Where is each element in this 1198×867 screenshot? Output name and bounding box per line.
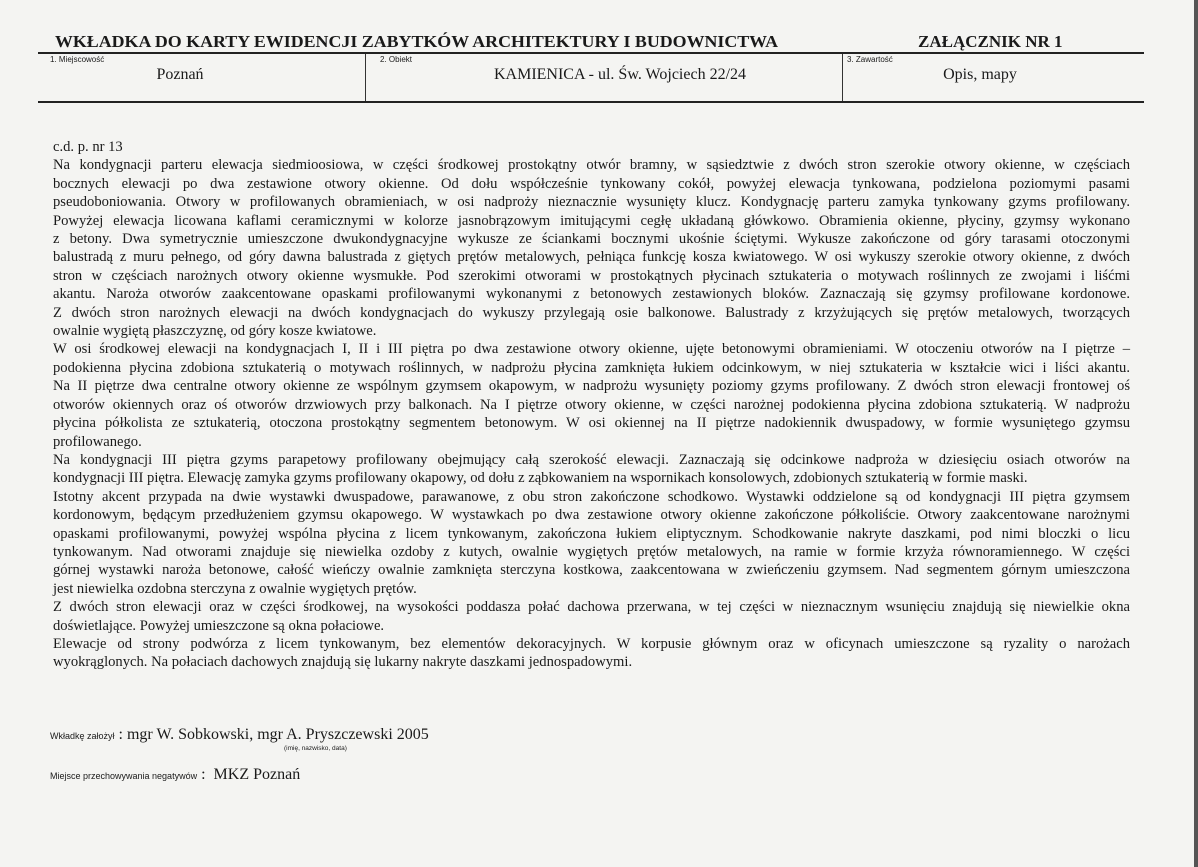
paragraph-line: kordonowym, będącym przedłużeniem gzymsu okapowego. W wystawkach po dwa zestawione otwory okienne zakończone półkoliście. Otwory zaakcentowane narożnymi xyxy=(53,507,1130,524)
field-divider xyxy=(842,54,843,102)
scan-edge xyxy=(1194,0,1198,867)
document-title: WKŁADKA DO KARTY EWIDENCJI ZABYTKÓW ARCHITEKTURY I BUDOWNICTWA xyxy=(55,32,778,51)
paragraph-line: doświetlające. Powyżej umieszczone są okna połaciowe. xyxy=(53,617,385,634)
paragraph-line: profilowanego. xyxy=(53,433,142,450)
paragraph-line: Powyżej elewacja licowana kaflami ceramicznymi w kolorze jasnobrązowym imitującymi cegłę układaną główkowo. Obramienia okienne, płyciny, gzymsy wykonano xyxy=(53,212,1130,229)
field-value-object: KAMIENICA - ul. Św. Wojciech 22/24 xyxy=(493,66,747,83)
header-divider-top xyxy=(38,52,1144,54)
continuation-note: c.d. p. nr 13 xyxy=(53,139,123,155)
paragraph-line: stron w częściach narożnych otwory okienne wysmukłe. Pod szerokimi otworami w prostokątnych płycinach sztukateria o motywach roślinnych ze zwojami i liśćmi xyxy=(53,267,1130,284)
field-divider xyxy=(365,54,366,102)
paragraph-line: bocznych elewacji po dwa zestawione otwory okienne. Od dołu współcześnie tynkowany cokół, powyżej elewacja tynkowana, podzielona poziomymi pasami xyxy=(53,175,1130,192)
paragraph-line: akantu. Naroża otworów zaakcentowane opaskami profilowanymi wykonanymi z betonowych zestawionych bloków. Zaznaczają się gzymsy profilowane kordonowe. xyxy=(53,286,1130,303)
paragraph-line: owalnie wygiętą płaszczyznę, od góry kosze kwiatowe. xyxy=(53,323,377,340)
paragraph-line: Na kondygnacji parteru elewacja siedmioosiowa, w części środkowej prostokątny otwór bramny, w sąsiedztwie z dwóch stron szerokie otwory okienne, w częściach xyxy=(53,157,1130,174)
author-label: Wkładkę założył xyxy=(50,731,115,741)
field-label-object: 2. Obiekt xyxy=(380,55,413,64)
annex-number: ZAŁĄCZNIK NR 1 xyxy=(918,32,1063,51)
paragraph-line: otworów okiennych oraz oś otworów drzwiowych przy balkonach. Na I piętrze otwory okienne, w części narożnej podokienna płycina zdobiona sztukaterią. W nadprożu xyxy=(53,396,1130,413)
paragraph-line: kondygnacji III piętra. Elewację zamyka gzyms profilowany okapowy, od dołu z ząbkowaniem na wspornikach konsolowych, zdobionych sztukaterią w formie maski. xyxy=(53,470,1028,487)
paragraph-line: Elewacje od strony podwórza z licem tynkowanym, bez elementów dekoracyjnych. W korpusie głównym oraz w oficynach umieszczone są ryzality o narożach xyxy=(53,635,1130,652)
paragraph-line: opaskami profilowanymi, powyżej wspólna płycina z licem tynkowanym, zakończona łukiem eliptycznym. Schodkowanie nakryte daszkami, pod nimi bloczki o licu xyxy=(53,525,1130,542)
paragraph-line: balustradą z muru pełnego, od góry dawna balustrada z giętych prętów metalowych, pełniąca funkcję kosza kwiatowego. W osi wykuszy szerokie otwory okienne, z dwóch xyxy=(53,249,1130,266)
paragraph-line: górnej wystawki naroża betonowe, całość wieńczy owalnie zamknięta sterczyna kostkowa, zaakcentowana w zwieńczeniu gzymsem. Nad segmentem górnym umieszczona xyxy=(53,562,1130,579)
paragraph-line: Na kondygnacji III piętra gzyms parapetowy profilowany obejmujący całą szerokość elewacji. Zaznaczają się odcinkowe nadproża w dziesięciu osiach otworów na xyxy=(53,451,1130,468)
paragraph-line: Z dwóch stron elewacji oraz w części środkowej, na wysokości poddasza połać dachowa przerwana, w tej części w nieznacznym wsunięciu znajdują się niewielkie okna xyxy=(53,599,1130,616)
paragraph-line: płycina półkolista ze sztukaterią, otoczona prostokątny segmentem betonowym. W osi okiennej na II piętrze nadokiennik dwuspadowy, w formie wysuniętego gzymsu xyxy=(53,415,1130,432)
field-label-locality: 1. Miejscowość xyxy=(50,55,105,64)
storage-value: MKZ Poznań xyxy=(213,766,301,783)
paragraph-line: Na II piętrze dwa centralne otwory okienne ze wspólnym gzymsem okapowym, w nadprożu wysunięty poziomy gzyms profilowany. Z dwóch stron elewacji frontowej oś xyxy=(53,378,1130,395)
storage-label: Miejsce przechowywania negatywów xyxy=(50,771,198,781)
paragraph-line: W osi środkowej elewacji na kondygnacjach I, II i III piętra po dwa zestawione otwory okienne, ujęte betonowymi obramieniami. W otoczeniu otworów na I piętrze – xyxy=(53,341,1130,358)
storage-line: Miejsce przechowywania negatywów : MKZ Poznań xyxy=(50,766,301,783)
field-value-locality: Poznań xyxy=(156,66,204,83)
author-value: mgr W. Sobkowski, mgr A. Pryszczewski 2005 xyxy=(126,726,429,743)
paragraph-line: tynkowanym. Nad otworami znajduje się niewielka ozdoby z kutych, owalnie wygiętych prętów metalowych, na ramie w formie krzyża równoramiennego. W części xyxy=(53,543,1130,560)
description-body xyxy=(53,138,1130,672)
paragraph-line: jest niewielka ozdobna sterczyna z owalnie wygiętych prętów. xyxy=(53,580,417,597)
paragraph-line: Z dwóch stron narożnych elewacji na dwóch kondygnacjach do wykuszy przylegają osie balkonowe. Balustrady z krzyżujących się prętów metalowych, tworzących xyxy=(53,304,1130,321)
author-line: Wkładkę założył : mgr W. Sobkowski, mgr A. Pryszczewski 2005 xyxy=(50,726,429,743)
paragraph-line: wyokrąglonych. Na połaciach dachowych znajdują się lukarny nakryte daszkami jednospadowymi. xyxy=(53,654,633,671)
paragraph-line: Istotny akcent przypada na dwie wystawki dwuspadowe, parawanowe, z obu stron zakończone schodkowo. Wystawki oddzielone są od kondygnacji III piętra gzymsem xyxy=(53,488,1130,505)
field-value-contents: Opis, mapy xyxy=(943,66,1017,83)
field-label-contents: 3. Zawartość xyxy=(847,55,893,64)
header-divider-bottom xyxy=(38,101,1144,103)
paragraph-line: podokienna płycina zdobiona sztukaterią o motywach roślinnych, w nadprożu płycina zamknięta łukiem odcinkowym, w niej sztukateria w kształcie wici i liści akantu. xyxy=(53,359,1130,376)
author-note: (imię, nazwisko, data) xyxy=(284,745,347,752)
paragraph-line: z betony. Dwa symetrycznie umieszczone dwukondygnacyjne wykusze ze ściankami bocznymi ukośnie ściętymi. Wykusze zakończone od góry tarasami otoczonymi xyxy=(53,231,1130,248)
paragraph-line: pseudoboniowania. Otwory w profilowanych obramieniach, w osi nadproży nieznacznie wysunięty klucz. Kondygnację parteru zamyka tynkowany gzyms profilowany. xyxy=(53,194,1130,211)
